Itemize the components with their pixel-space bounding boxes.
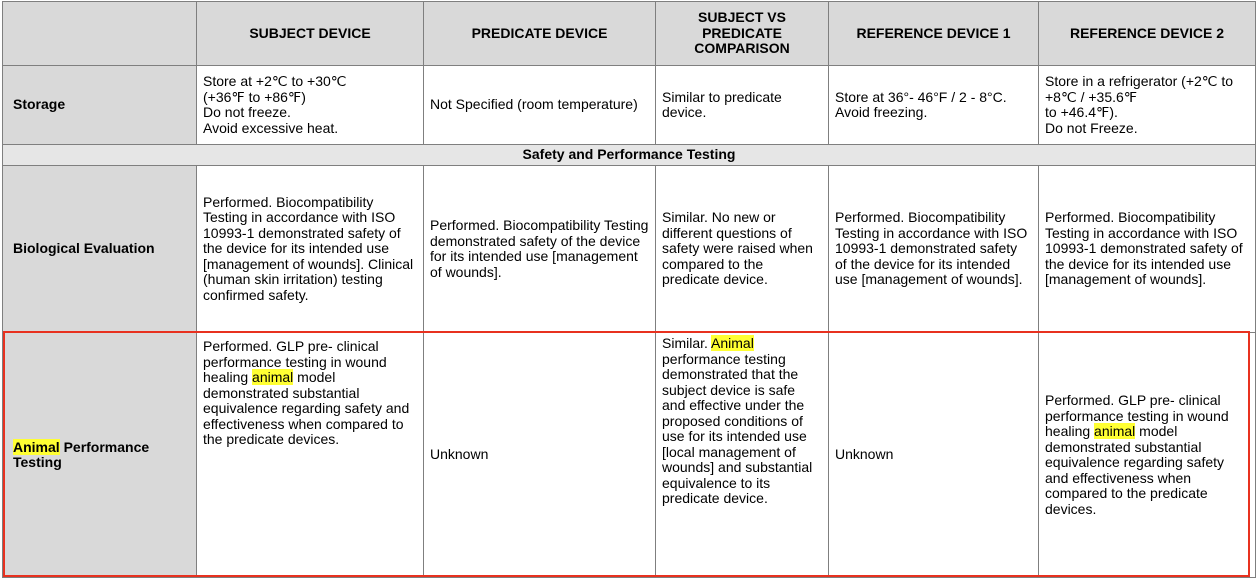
- animal-row: [3, 333, 1256, 578]
- biological-row: [3, 166, 1256, 333]
- highlight-mark: animal: [252, 369, 294, 385]
- comparison-table: [2, 1, 1256, 578]
- highlight-mark: Animal: [13, 438, 60, 455]
- storage-label: Storage: [3, 66, 197, 145]
- animal-comparison-text: Similar.: [662, 335, 712, 351]
- animal-ref1-cell: Unknown: [829, 333, 1039, 578]
- biological-label: Biological Evaluation: [3, 166, 197, 333]
- storage-ref1-cell: [829, 66, 1039, 145]
- section-title: Safety and Performance Testing: [3, 145, 1256, 166]
- storage-subject-line: Avoid excessive heat.: [203, 119, 339, 136]
- storage-ref1-line: Store at 36°- 46°F / 2 - 8°C.: [835, 88, 1007, 105]
- animal-ref2-cell: [1039, 333, 1256, 578]
- animal-label-text: Performance Testing: [13, 438, 150, 470]
- storage-ref2-cell: [1039, 66, 1256, 145]
- animal-subject-cell: [197, 333, 424, 578]
- animal-subject-text: model demonstrated substantial equivalence regarding safety and effectiveness when compared to the predicate devices.: [203, 369, 410, 447]
- animal-comparison-cell: [656, 333, 829, 578]
- storage-subject-line: Do not freeze.: [203, 104, 291, 120]
- animal-subject-text: Performed. GLP pre- clinical performance testing in wound healing: [203, 338, 387, 385]
- biological-ref1-cell: Performed. Biocompatibility Testing in accordance with ISO 10993-1 demonstrated safety of the device for its intended use [management of wounds].: [829, 166, 1039, 333]
- highlight-mark: Animal: [711, 335, 754, 351]
- animal-ref2-text: Performed. GLP pre- clinical performance testing in wound healing: [1045, 392, 1229, 439]
- storage-predicate-cell: Not Specified (room temperature): [424, 66, 656, 145]
- header-reference-device-1: REFERENCE DEVICE 1: [829, 2, 1039, 66]
- header-predicate-device: PREDICATE DEVICE: [424, 2, 656, 66]
- header-reference-device-2: REFERENCE DEVICE 2: [1039, 2, 1256, 66]
- highlight-mark: animal: [1094, 423, 1136, 439]
- header-row: [3, 2, 1256, 66]
- animal-label: [3, 333, 197, 578]
- header-corner: [3, 2, 197, 66]
- storage-subject-cell: [197, 66, 424, 145]
- storage-ref1-line: Avoid freezing.: [835, 104, 928, 120]
- animal-ref2-text: model demonstrated substantial equivalence regarding safety and effectiveness when compared to the predicate devices.: [1045, 423, 1225, 517]
- header-subject-device: SUBJECT DEVICE: [197, 2, 424, 66]
- header-comparison: SUBJECT VS PREDICATE COMPARISON: [656, 2, 829, 66]
- biological-comparison-cell: Similar. No new or different questions of safety were raised when compared to the predicate device.: [656, 166, 829, 333]
- storage-comparison-cell: Similar to predicate device.: [656, 66, 829, 145]
- biological-ref2-cell: Performed. Biocompatibility Testing in accordance with ISO 10993-1 demonstrated safety of the device for its intended use [management of wounds].: [1039, 166, 1256, 333]
- animal-comparison-text: performance testing demonstrated that the subject device is safe and effective under the proposed conditions of use for its intended use [local management of wounds] and substantial equivalence to its predicate device.: [662, 350, 813, 506]
- storage-ref2-line: Do not Freeze.: [1045, 119, 1138, 136]
- biological-subject-cell: Performed. Biocompatibility Testing in accordance with ISO 10993-1 demonstrated safety of the device for its intended use [management of wounds]. Clinical (human skin irritation) testing confirmed safety.: [197, 166, 424, 333]
- storage-subject-line: (+36℉ to +86℉): [203, 88, 306, 105]
- storage-subject-line: Store at +2℃ to +30℃: [203, 73, 347, 89]
- storage-row: [3, 66, 1256, 145]
- biological-predicate-cell: Performed. Biocompatibility Testing demonstrated safety of the device for its intended use [management of wounds].: [424, 166, 656, 333]
- storage-ref2-line: to +46.4℉).: [1045, 104, 1118, 120]
- storage-ref2-line: Store in a refrigerator (+2℃ to +8℃ / +35.6℉: [1045, 73, 1234, 105]
- section-row: [3, 145, 1256, 166]
- animal-predicate-cell: Unknown: [424, 333, 656, 578]
